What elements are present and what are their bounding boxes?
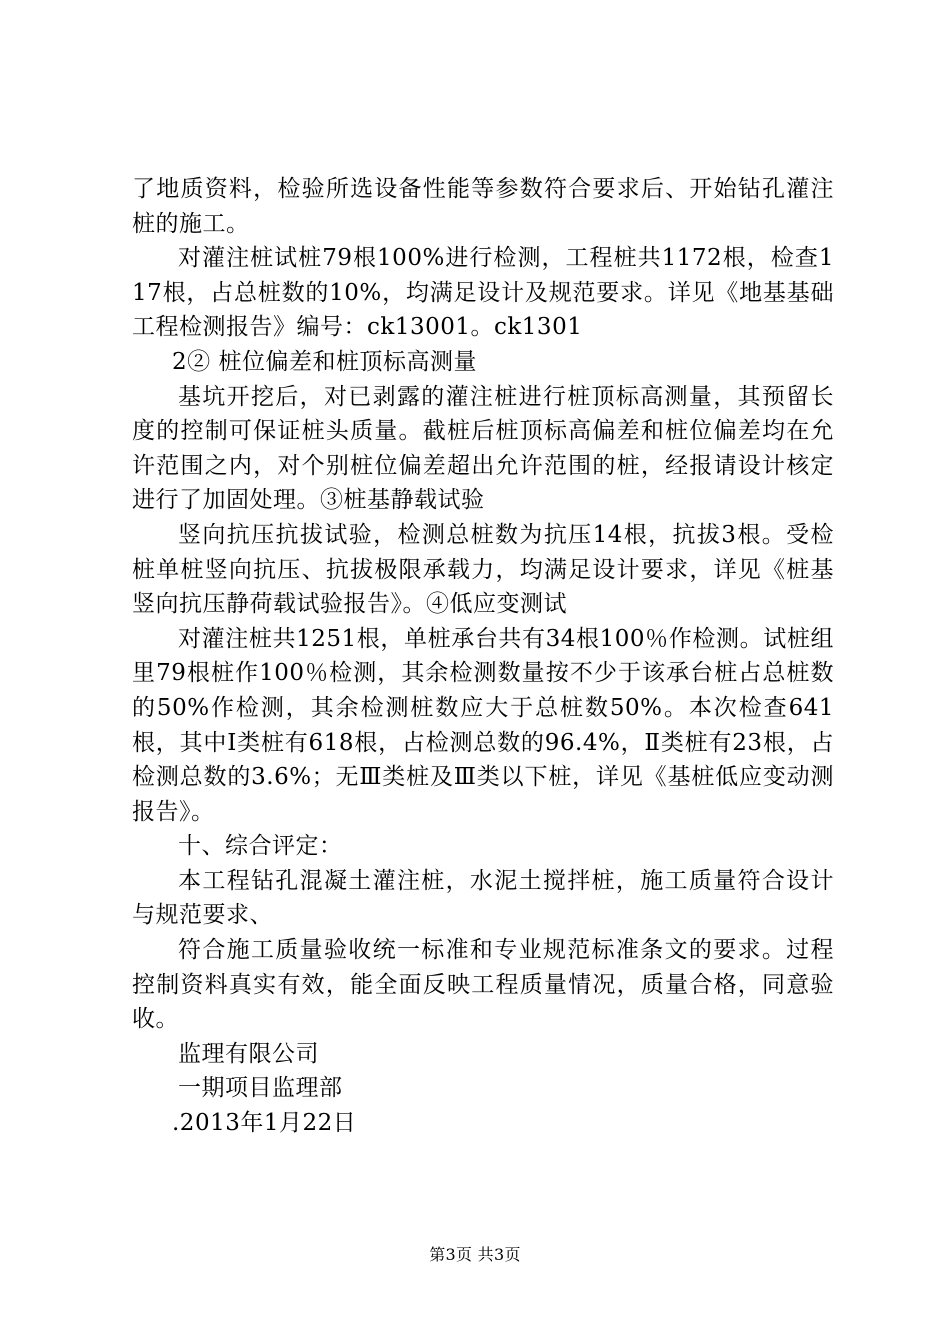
signature-department: 一期项目监理部 bbox=[178, 1075, 343, 1102]
paragraph-low-strain-test: 对灌注桩共1251根，单桩承台共有34根100％作检测。试桩组里79根桩作100％检测，其余检测数量按不少于该承台桩占总桩数的50%作检测，其余检测桩数应大于总桩数50%。本次检查641根，其中Ⅰ类桩有618根，占检测总数的96.4%，Ⅱ类桩有23根，占检测总数的3.6%；无Ⅲ类桩及Ⅲ类以下桩，详见《基桩低应变动测报告》。 bbox=[132, 625, 834, 825]
section-heading-pile-deviation: 2② 桩位偏差和桩顶标高测量 bbox=[172, 348, 477, 375]
paragraph-pile-inspection: 对灌注桩试桩79根100%进行检测，工程桩共1172根，检查117根，占总桩数的10%，均满足设计及规范要求。详见《地基基础工程检测报告》编号：ck13001。ck1301 bbox=[132, 245, 834, 341]
page-footer bbox=[0, 1242, 950, 1265]
paragraph-pile-elevation: 基坑开挖后，对已剥露的灌注桩进行桩顶标高测量，其预留长度的控制可保证桩头质量。截桩后桩顶标高偏差和桩位偏差均在允许范围之内，对个别桩位偏差超出允许范围的桩，经报请设计核定进行了加固处理。③桩基静载试验 bbox=[132, 383, 834, 514]
page-number-indicator: 第3页 共3页 bbox=[429, 1245, 521, 1264]
paragraph-evaluation-quality: 本工程钻孔混凝土灌注桩，水泥土搅拌桩，施工质量符合设计与规范要求、 bbox=[132, 867, 834, 929]
signature-company: 监理有限公司 bbox=[178, 1040, 319, 1067]
document-body bbox=[132, 172, 834, 1141]
section-heading-evaluation: 十、综合评定： bbox=[178, 833, 343, 860]
paragraph-static-load-test: 竖向抗压抗拔试验，检测总桩数为抗压14根，抗拔3根。受检桩单桩竖向抗压、抗拔极限承载力，均满足设计要求，详见《桩基竖向抗压静荷载试验报告》。④低应变测试 bbox=[132, 521, 834, 618]
paragraph-geology-continuation: 了地质资料，检验所选设备性能等参数符合要求后、开始钻孔灌注桩的施工。 bbox=[132, 176, 834, 237]
paragraph-evaluation-conclusion: 符合施工质量验收统一标准和专业规范标准条文的要求。过程控制资料真实有效，能全面反映工程质量情况，质量合格，同意验收。 bbox=[132, 937, 834, 1033]
signature-date: .2013年1月22日 bbox=[172, 1110, 357, 1137]
